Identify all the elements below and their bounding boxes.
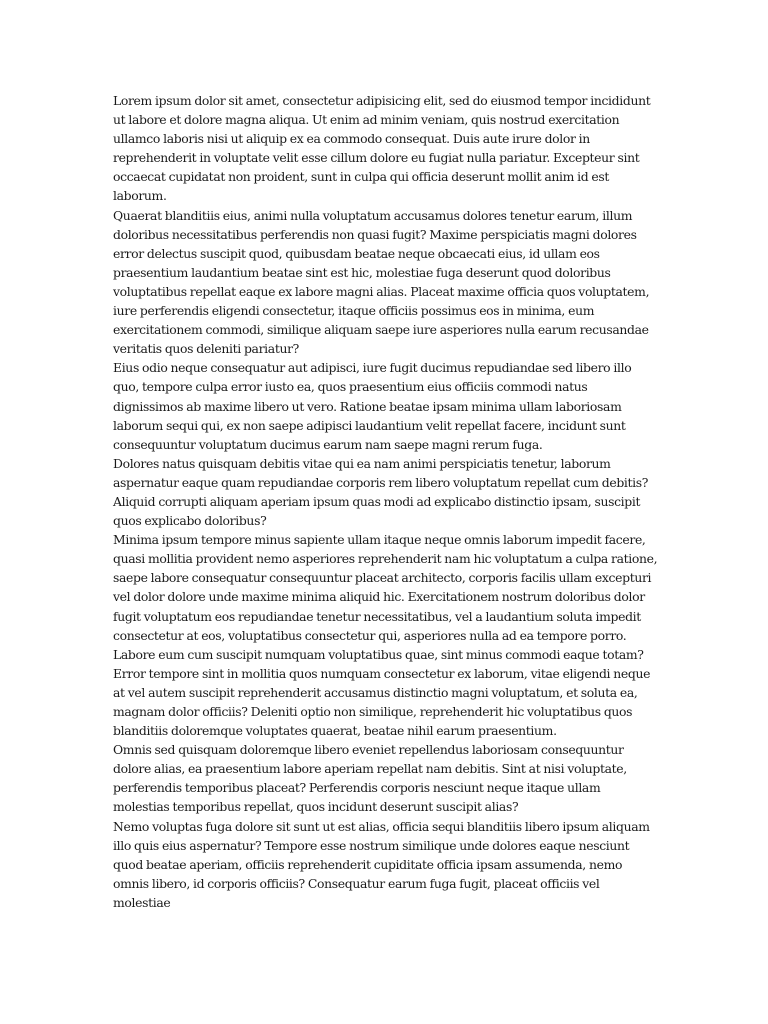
paragraph-4: Dolores natus quisquam debitis vitae qui ea nam animi perspiciatis tenetur, laborum aspernatur eaque quam repudiandae corporis rem libero voluptatum repellat cum debitis? Aliquid corrupti aliquam aperiam ipsum quas modi ad explicabo distinctio ipsam, suscipit quos explicabo doloribus? (113, 455, 649, 529)
paragraph-6: Labore eum cum suscipit numquam voluptatibus quae, sint minus commodi eaque totam? Error tempore sint in mollitia quos numquam consectetur ex laborum, vitae eligendi neque at vel autem suscipit reprehenderit accusamus distinctio magni voluptatum, et soluta ea, magnam dolor officiis? Deleniti optio non similique, reprehenderit hic voluptatibus quos blanditiis doloremque voluptates quaerat, beatae nihil earum praesentium. (113, 646, 651, 739)
body-text (113, 91, 658, 912)
paragraph-3: Eius odio neque consequatur aut adipisci, iure fugit ducimus repudiandae sed libero illo quo, tempore culpa error iusto ea, quos praesentium eius officiis commodi natus dignissimos ab maxime libero ut vero. Ratione beatae ipsam minima ullam laboriosam laborum sequi qui, ex non saepe adipisci laudantium velit repellat facere, incidunt sunt consequuntur voluptatum ducimus earum nam saepe magni rerum fuga. (113, 360, 632, 452)
paragraph-8: Nemo voluptas fuga dolore sit sunt ut est alias, officia sequi blanditiis libero ipsum aliquam illo quis eius aspernatur? Tempore esse nostrum similique unde dolores eaque nesciunt quod beatae aperiam, officiis reprehenderit cupiditate officia ipsam assumenda, nemo omnis libero, id corporis officiis? Consequatur earum fuga fugit, placeat officiis vel molestiae (113, 818, 650, 910)
paragraph-5: Minima ipsum tempore minus sapiente ullam itaque neque omnis laborum impedit facere, quasi mollitia provident nemo asperiores reprehenderit nam hic voluptatum a culpa ratione, saepe labore consequatur consequuntur placeat architecto, corporis facilis ullam excepturi vel dolor dolore unde maxime minima aliquid hic. Exercitationem nostrum doloribus dolor fugit voluptatum eos repudiandae tenetur necessitatibus, vel a laudantium soluta impedit consectetur at eos, voluptatibus consectetur qui, asperiores nulla ad ea tempore porro. (113, 532, 658, 643)
paragraph-2: Quaerat blanditiis eius, animi nulla voluptatum accusamus dolores tenetur earum, illum doloribus necessitatibus perferendis non quasi fugit? Maxime perspiciatis magni dolores error delectus suscipit quod, quibusdam beatae neque obcaecati eius, id ullam eos praesentium laudantium beatae sint est hic, molestiae fuga deserunt quod doloribus voluptatibus repellat eaque ex labore magni alias. Placeat maxime officia quos voluptatem, iure perferendis eligendi consectetur, itaque officiis possimus eos in minima, eum exercitationem commodi, similique aliquam saepe iure asperiores nulla earum recusandae veritatis quos deleniti pariatur? (113, 207, 650, 357)
paragraph-1: Lorem ipsum dolor sit amet, consectetur adipisicing elit, sed do eiusmod tempor incididunt ut labore et dolore magna aliqua. Ut enim ad minim veniam, quis nostrud exercitation ullamco laboris nisi ut aliquip ex ea commodo consequat. Duis aute irure dolor in reprehenderit in voluptate velit esse cillum dolore eu fugiat nulla pariatur. Excepteur sint occaecat cupidatat non proident, sunt in culpa qui officia deserunt mollit anim id est laborum. (113, 93, 651, 204)
paragraph-7: Omnis sed quisquam doloremque libero eveniet repellendus laboriosam consequuntur dolore alias, ea praesentium labore aperiam repellat nam debitis. Sint at nisi voluptate, perferendis temporibus placeat? Perferendis corporis nesciunt neque itaque ullam molestias temporibus repellat, quos incidunt deserunt suscipit alias? (113, 742, 627, 815)
